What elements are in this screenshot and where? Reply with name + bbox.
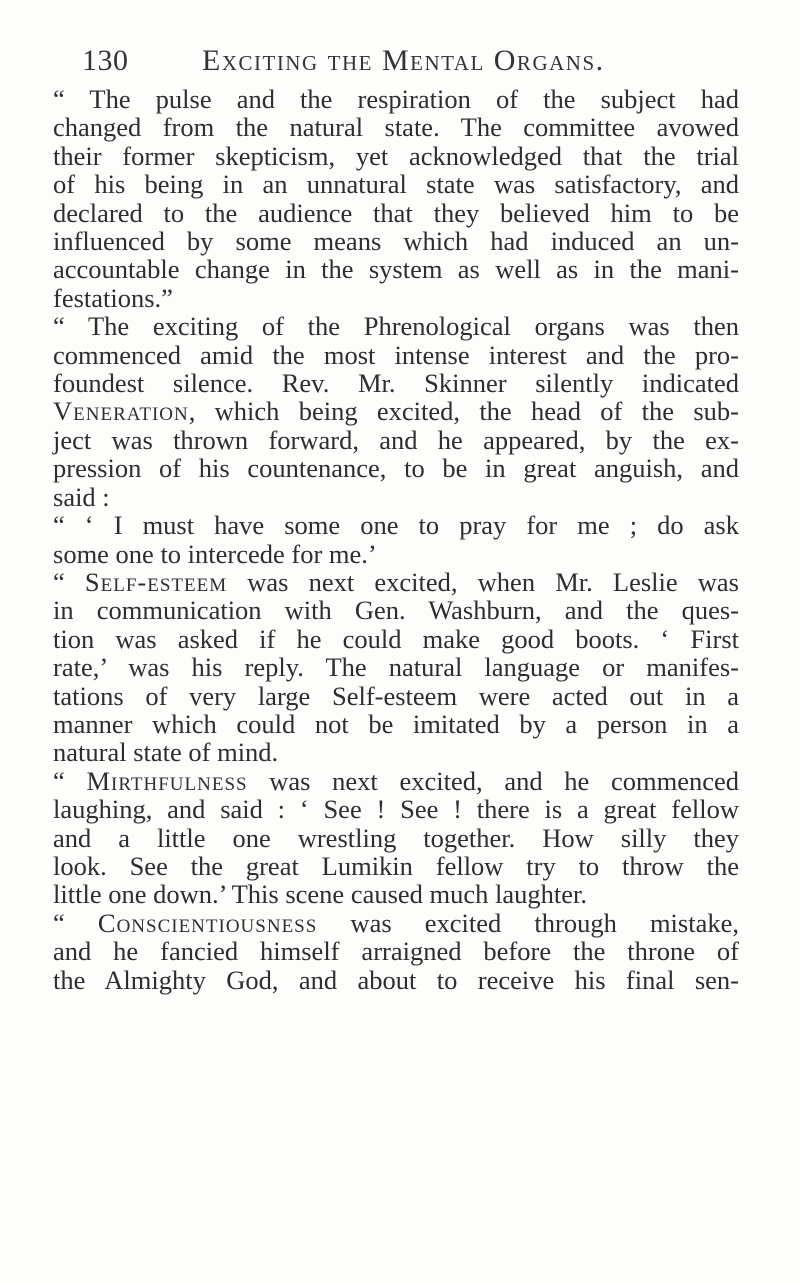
text-line: influenced by some means which had induced an un-: [53, 226, 739, 257]
text-line: [53, 397, 739, 425]
small-caps-term: Mirthfulness: [86, 765, 248, 796]
small-caps-term: Veneration: [53, 396, 189, 427]
page-header: [82, 44, 742, 84]
text-line: pression of his countenance, to be in great anguish, and: [53, 453, 739, 484]
line-text: was excited through mistake,: [317, 907, 739, 938]
text-line: “ The exciting of the Phrenological organs was then: [53, 311, 739, 342]
text-line: [53, 568, 739, 596]
text-line: said :: [53, 481, 110, 512]
text-line: tion was asked if he could make good boots. ‘ First: [53, 623, 739, 654]
text-line: accountable change in the system as well as in the mani-: [53, 254, 739, 285]
text-line: foundest silence. Rev. Mr. Skinner silently indicated: [53, 368, 739, 399]
line-text: “: [53, 566, 85, 597]
text-line: in communication with Gen. Washburn, and the ques-: [53, 595, 739, 626]
text-line: the Almighty God, and about to receive his final sen-: [53, 964, 739, 995]
text-line: “ ‘ I must have some one to pray for me ; do ask: [53, 510, 739, 541]
text-line: [53, 909, 739, 937]
text-line: “ The pulse and the respiration of the subject had: [53, 84, 739, 114]
line-text: , which being excited, the head of the sub-: [188, 396, 739, 427]
text-line: little one down.’ This scene caused much laughter.: [53, 879, 588, 910]
text-line: laughing, and said : ‘ See ! See ! there is a great fellow: [53, 794, 739, 825]
text-line: and he fancied himself arraigned before the throne of: [53, 936, 739, 967]
small-caps-term: Conscientiousness: [97, 907, 318, 938]
running-title: Exciting the Mental Organs.: [202, 44, 605, 77]
text-line: rate,’ was his reply. The natural language or manifes-: [53, 652, 739, 683]
text-line: some one to intercede for me.’: [53, 538, 377, 569]
text-line: changed from the natural state. The committee avowed: [53, 112, 739, 143]
text-line: their former skepticism, yet acknowledged that the trial: [53, 140, 739, 171]
text-line: tations of very large Self-esteem were acted out in a: [53, 680, 739, 711]
page-number: 130: [82, 44, 129, 77]
text-line: commenced amid the most intense interest and the pro-: [53, 339, 739, 370]
small-caps-term: Self-esteem: [84, 566, 228, 597]
text-line: [53, 767, 739, 795]
text-line: and a little one wrestling together. How silly they: [53, 822, 739, 853]
line-text: “: [53, 907, 98, 938]
body-text: [53, 85, 739, 994]
line-text: “: [53, 765, 87, 796]
text-line: declared to the audience that they believed him to be: [53, 197, 739, 228]
text-line: ject was thrown forward, and he appeared, by the ex-: [53, 424, 739, 455]
text-line: festations.”: [53, 282, 173, 313]
text-line: natural state of mind.: [53, 737, 279, 768]
text-line: of his being in an unnatural state was satisfactory, and: [53, 169, 739, 200]
line-text: was next excited, when Mr. Leslie was: [227, 566, 739, 597]
line-text: was next excited, and he commenced: [247, 765, 739, 796]
text-line: look. See the great Lumikin fellow try to throw the: [53, 850, 739, 881]
text-line: manner which could not be imitated by a person in a: [53, 708, 739, 739]
